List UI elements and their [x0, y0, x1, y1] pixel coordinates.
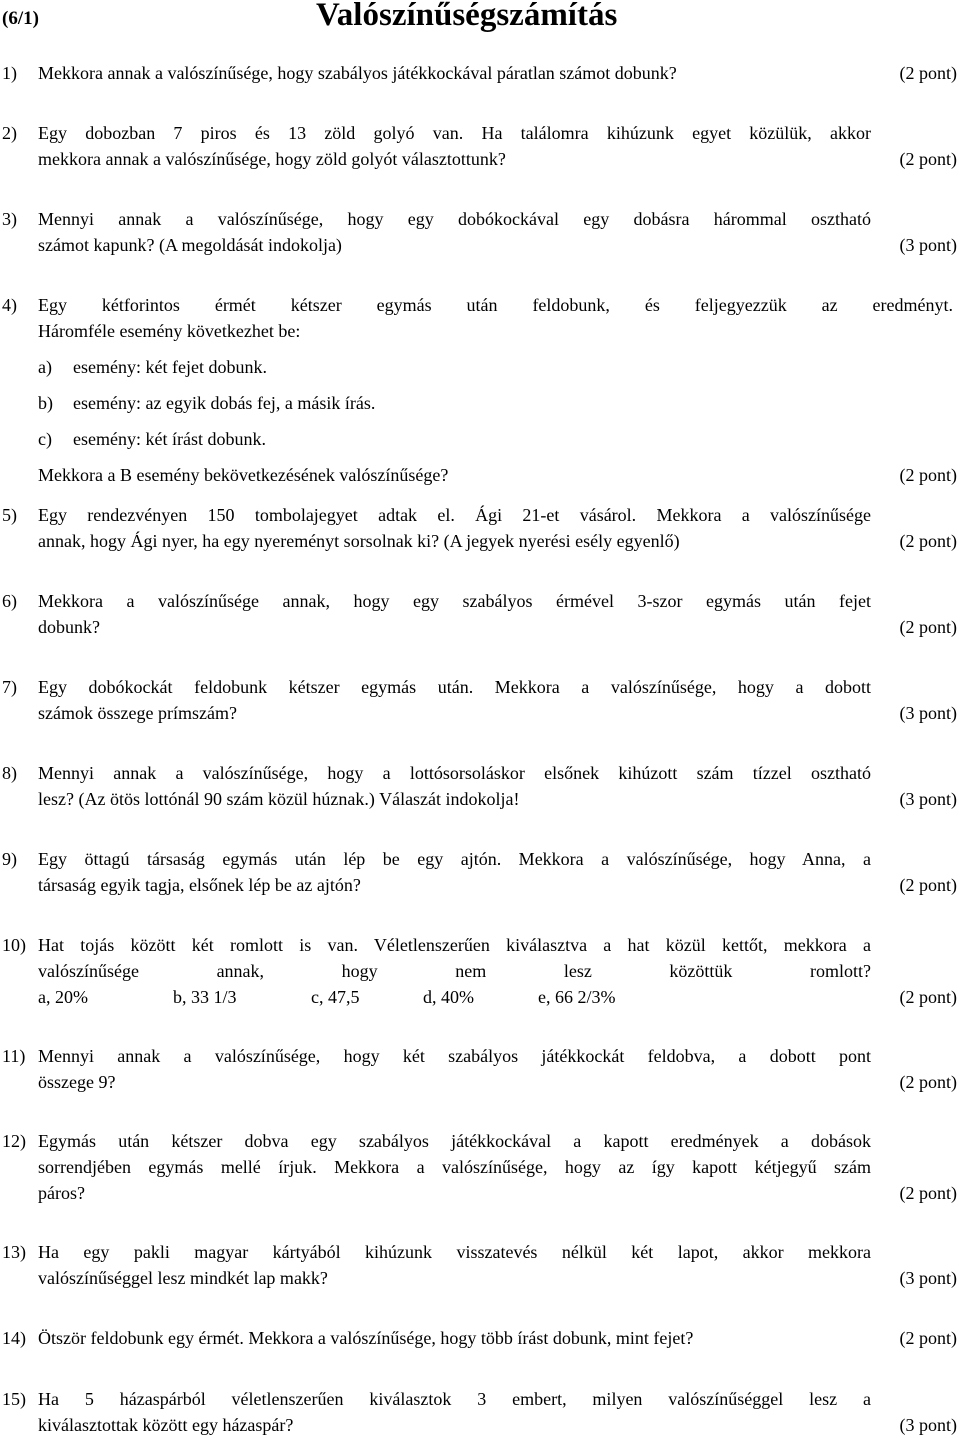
- question-number: 5): [2, 505, 17, 525]
- question-13: [2, 1239, 957, 1291]
- question-text: Mekkora annak a valószínűsége, hogy szabályos játékkockával páratlan számot dobunk?: [38, 63, 677, 83]
- question-text: Mennyi annak a valószínűsége, hogy két szabályos játékkockát feldobva, a dobott pont: [38, 1046, 871, 1066]
- event-label: b): [38, 393, 53, 413]
- points-label: (2 pont): [899, 617, 957, 637]
- points-label: (2 pont): [899, 149, 957, 169]
- question-text: számot kapunk? (A megoldását indokolja): [38, 235, 342, 255]
- question-number: 3): [2, 209, 17, 229]
- question-number: 13): [2, 1242, 26, 1262]
- points-label: (2 pont): [899, 987, 957, 1007]
- question-5: [2, 502, 957, 554]
- question-number: 7): [2, 677, 17, 697]
- question-7: [2, 674, 957, 726]
- question-text: Háromféle esemény következhet be:: [38, 321, 301, 341]
- question-text: Egy rendezvényen 150 tombolajegyet adtak el. Ági 21-et vásárol. Mekkora a valószínűsége: [38, 505, 871, 525]
- points-label: (3 pont): [899, 235, 957, 255]
- question-text: összege 9?: [38, 1072, 116, 1092]
- question-text: Ha 5 házaspárból véletlenszerűen kiválasztok 3 embert, milyen valószínűséggel lesz a: [38, 1389, 871, 1409]
- answer-choice: e, 66 2/3%: [538, 987, 616, 1007]
- question-text: dobunk?: [38, 617, 100, 637]
- question-number: 6): [2, 591, 17, 611]
- points-label: (2 pont): [899, 465, 957, 485]
- question-text: Egymás után kétszer dobva egy szabályos játékkockával a kapott eredmények a dobások: [38, 1131, 871, 1151]
- answer-choice: a, 20%: [38, 987, 88, 1007]
- page-title: Valószínűségszámítás: [316, 0, 618, 33]
- question-number: 1): [2, 63, 17, 83]
- question-text: mekkora annak a valószínűsége, hogy zöld golyót választottunk?: [38, 149, 506, 169]
- question-14: [2, 1325, 957, 1351]
- points-label: (2 pont): [899, 1072, 957, 1092]
- question-number: 15): [2, 1389, 26, 1409]
- question-3: [2, 206, 957, 258]
- event-text: esemény: az egyik dobás fej, a másik írás.: [73, 393, 376, 413]
- points-label: (2 pont): [899, 1328, 957, 1348]
- question-text: sorrendjében egymás mellé írjuk. Mekkora a valószínűsége, hogy az így kapott kétjegyű szám: [38, 1157, 871, 1177]
- question-text: valószínűséggel lesz mindkét lap makk?: [38, 1268, 328, 1288]
- question-11: [2, 1043, 957, 1095]
- question-text: Egy dobozban 7 piros és 13 zöld golyó van. Ha találomra kihúzunk egyet közülük, akkor: [38, 123, 871, 143]
- question-8: [2, 760, 957, 812]
- event-text: esemény: két fejet dobunk.: [73, 357, 267, 377]
- question-text: Ötször feldobunk egy érmét. Mekkora a valószínűsége, hogy több írást dobunk, mint fejet?: [38, 1328, 694, 1348]
- question-text: Egy öttagú társaság egymás után lép be egy ajtón. Mekkora a valószínűsége, hogy Anna, a: [38, 849, 871, 869]
- points-label: (2 pont): [899, 1183, 957, 1203]
- points-label: (3 pont): [899, 1415, 957, 1435]
- question-10: [2, 932, 957, 1010]
- question-text: Egy kétforintos érmét kétszer egymás után feldobunk, és feljegyezzük az eredményt.: [38, 295, 953, 315]
- answer-choice: d, 40%: [423, 987, 474, 1007]
- question-text: Mekkora a B esemény bekövetkezésének valószínűsége?: [38, 465, 449, 485]
- question-number: 12): [2, 1131, 26, 1151]
- question-number: 10): [2, 935, 26, 955]
- question-9: [2, 846, 957, 898]
- answer-choice: c, 47,5: [311, 987, 360, 1007]
- answer-choice: b, 33 1/3: [173, 987, 237, 1007]
- question-text: páros?: [38, 1183, 85, 1203]
- question-text: valószínűsége annak, hogy nem lesz közöttük romlott?: [38, 961, 871, 981]
- question-number: 4): [2, 295, 17, 315]
- event-label: c): [38, 429, 52, 449]
- points-label: (2 pont): [899, 63, 957, 83]
- question-text: Mennyi annak a valószínűsége, hogy a lottósorsoláskor elsőnek kihúzott szám tízzel osztható: [38, 763, 871, 783]
- question-text: Hat tojás között két romlott is van. Véletlenszerűen kiválasztva a hat közül kettőt, mekkora a: [38, 935, 871, 955]
- question-text: Ha egy pakli magyar kártyából kihúzunk visszatevés nélkül két lapot, akkor mekkora: [38, 1242, 871, 1262]
- question-text: kiválasztottak között egy házaspár?: [38, 1415, 294, 1435]
- question-text: annak, hogy Ági nyer, ha egy nyereményt sorsolnak ki? (A jegyek nyerési esély egyenlő): [38, 531, 680, 551]
- question-text: lesz? (Az ötös lottónál 90 szám közül húznak.) Válaszát indokolja!: [38, 789, 520, 809]
- points-label: (2 pont): [899, 875, 957, 895]
- page-number: (6/1): [2, 8, 39, 29]
- question-text: Mekkora a valószínűsége annak, hogy egy szabályos érmével 3-szor egymás után fejet: [38, 591, 871, 611]
- question-text: Egy dobókockát feldobunk kétszer egymás után. Mekkora a valószínűsége, hogy a dobott: [38, 677, 871, 697]
- question-number: 9): [2, 849, 17, 869]
- question-number: 11): [2, 1046, 26, 1066]
- points-label: (3 pont): [899, 789, 957, 809]
- question-number: 8): [2, 763, 17, 783]
- question-number: 2): [2, 123, 17, 143]
- points-label: (3 pont): [899, 703, 957, 723]
- points-label: (3 pont): [899, 1268, 957, 1288]
- question-text: számok összege prímszám?: [38, 703, 237, 723]
- question-4: [2, 292, 957, 488]
- question-text: Mennyi annak a valószínűsége, hogy egy dobókockával egy dobásra hárommal osztható: [38, 209, 871, 229]
- points-label: (2 pont): [899, 531, 957, 551]
- question-6: [2, 588, 957, 640]
- question-number: 14): [2, 1328, 26, 1348]
- question-15: [2, 1386, 957, 1438]
- event-text: esemény: két írást dobunk.: [73, 429, 266, 449]
- question-12: [2, 1128, 957, 1206]
- question-1: [2, 60, 957, 86]
- event-label: a): [38, 357, 52, 377]
- question-2: [2, 120, 957, 172]
- question-text: társaság egyik tagja, elsőnek lép be az ajtón?: [38, 875, 361, 895]
